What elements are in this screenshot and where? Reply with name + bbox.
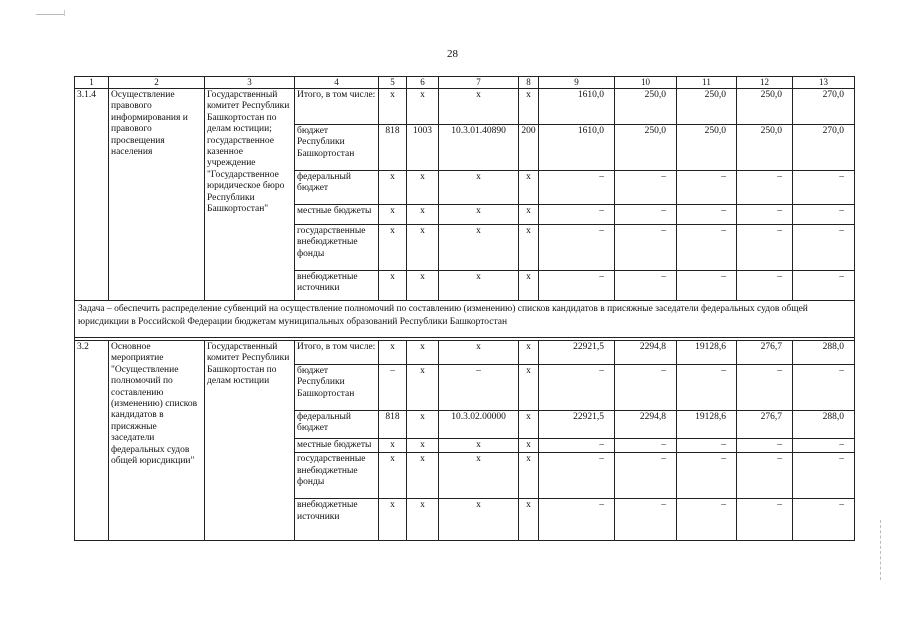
cell-c13: – [793, 439, 855, 453]
cell-c8: х [519, 341, 539, 365]
funding-source: государственные внебюджетные фонды [295, 453, 379, 499]
cell-c11: – [677, 225, 737, 271]
block-3-1-4 [75, 89, 855, 301]
cell-c5: – [379, 365, 407, 411]
column-header: 6 [407, 77, 439, 89]
funding-source: государственные внебюджетные фонды [295, 225, 379, 271]
cell-c13: 288,0 [793, 341, 855, 365]
cell-c11: 19128,6 [677, 341, 737, 365]
scan-artifact [36, 14, 64, 15]
cell-c11: 250,0 [677, 89, 737, 125]
column-header: 12 [737, 77, 793, 89]
funding-source: внебюджетные источники [295, 271, 379, 301]
column-header: 3 [205, 77, 295, 89]
cell-c8: х [519, 411, 539, 439]
funding-source: бюджет Республики Башкортостан [295, 125, 379, 171]
cell-c10: – [615, 205, 677, 225]
cell-c8: х [519, 499, 539, 541]
cell-c11: – [677, 499, 737, 541]
cell-c12: – [737, 225, 793, 271]
cell-c7: х [439, 205, 519, 225]
cell-c13: – [793, 365, 855, 411]
cell-c5: х [379, 89, 407, 125]
cell-c7: х [439, 439, 519, 453]
cell-c9: – [539, 365, 615, 411]
cell-c10: – [615, 171, 677, 205]
cell-c8: х [519, 453, 539, 499]
cell-c8: х [519, 89, 539, 125]
cell-c9: – [539, 205, 615, 225]
cell-c7: 10.3.02.00000 [439, 411, 519, 439]
cell-c6: х [407, 89, 439, 125]
column-header: 2 [109, 77, 205, 89]
task-text: Задача – обеспечить распределение субвенций на осуществление полномочий по составлению (изменению) списков кандидатов в присяжные заседатели федеральных судов общей юрисдикции в Российской Федерации бюджетам муниципальных образований Республики Башкортостан [75, 301, 855, 338]
cell-c10: 250,0 [615, 125, 677, 171]
cell-c8: х [519, 365, 539, 411]
funding-source: Итого, в том числе: [295, 341, 379, 365]
cell-c7: х [439, 499, 519, 541]
cell-c13: – [793, 271, 855, 301]
cell-c13: 270,0 [793, 89, 855, 125]
item-code: 3.2 [75, 341, 109, 541]
column-header: 1 [75, 77, 109, 89]
executor-name: Государственный комитет Республики Башкортостан по делам юстиции [205, 341, 295, 541]
cell-c13: 288,0 [793, 411, 855, 439]
cell-c5: х [379, 499, 407, 541]
column-header: 10 [615, 77, 677, 89]
column-header: 9 [539, 77, 615, 89]
funding-source: бюджет Республики Башкортостан [295, 365, 379, 411]
funding-source: федеральный бюджет [295, 411, 379, 439]
cell-c12: – [737, 271, 793, 301]
cell-c5: х [379, 205, 407, 225]
cell-c5: х [379, 225, 407, 271]
scan-edge-line [880, 520, 882, 580]
cell-c10: – [615, 365, 677, 411]
measure-name: Основное мероприятие "Осуществление полномочий по составлению (изменению) списков кандидатов в присяжные заседатели федеральных судов общей юрисдикции" [109, 341, 205, 541]
executor-name: Государственный комитет Республики Башкортостан по делам юстиции; государственное казенное учреждение "Государственное юридическое бюро Республики Башкортостан" [205, 89, 295, 301]
cell-c13: 270,0 [793, 125, 855, 171]
column-header: 7 [439, 77, 519, 89]
task-row [75, 301, 855, 338]
cell-c7: х [439, 341, 519, 365]
page-number: 28 [447, 48, 458, 60]
cell-c6: х [407, 225, 439, 271]
cell-c9: 22921,5 [539, 341, 615, 365]
cell-c7: х [439, 171, 519, 205]
program-table [74, 76, 855, 541]
cell-c13: – [793, 453, 855, 499]
cell-c12: – [737, 365, 793, 411]
cell-c7: х [439, 89, 519, 125]
cell-c5: х [379, 341, 407, 365]
cell-c11: 250,0 [677, 125, 737, 171]
cell-c11: – [677, 439, 737, 453]
cell-c9: – [539, 453, 615, 499]
funding-source: федеральный бюджет [295, 171, 379, 205]
cell-c12: 276,7 [737, 411, 793, 439]
cell-c5: х [379, 439, 407, 453]
cell-c12: 250,0 [737, 89, 793, 125]
cell-c9: – [539, 225, 615, 271]
cell-c7: 10.3.01.40890 [439, 125, 519, 171]
cell-c6: х [407, 205, 439, 225]
cell-c6: х [407, 365, 439, 411]
cell-c7: – [439, 365, 519, 411]
funding-source: местные бюджеты [295, 439, 379, 453]
cell-c13: – [793, 225, 855, 271]
funding-source: местные бюджеты [295, 205, 379, 225]
funding-source: Итого, в том числе: [295, 89, 379, 125]
cell-c9: – [539, 439, 615, 453]
cell-c10: 2294,8 [615, 411, 677, 439]
table-row [75, 89, 855, 125]
cell-c9: 22921,5 [539, 411, 615, 439]
cell-c9: 1610,0 [539, 89, 615, 125]
column-header: 11 [677, 77, 737, 89]
measure-name: Осуществление правового информирования и правового просвещения населения [109, 89, 205, 301]
cell-c11: 19128,6 [677, 411, 737, 439]
cell-c10: – [615, 225, 677, 271]
cell-c10: – [615, 453, 677, 499]
cell-c11: – [677, 205, 737, 225]
cell-c12: – [737, 171, 793, 205]
block-3-2 [75, 341, 855, 541]
cell-c5: 818 [379, 125, 407, 171]
cell-c8: х [519, 205, 539, 225]
header-row [75, 77, 855, 89]
cell-c10: – [615, 271, 677, 301]
cell-c6: х [407, 499, 439, 541]
scan-artifact [64, 10, 65, 16]
cell-c6: х [407, 439, 439, 453]
cell-c12: – [737, 453, 793, 499]
cell-c7: х [439, 271, 519, 301]
cell-c12: 276,7 [737, 341, 793, 365]
cell-c5: х [379, 271, 407, 301]
column-header: 4 [295, 77, 379, 89]
cell-c11: – [677, 171, 737, 205]
cell-c11: – [677, 365, 737, 411]
cell-c5: х [379, 171, 407, 205]
cell-c5: х [379, 453, 407, 499]
column-header: 8 [519, 77, 539, 89]
cell-c9: – [539, 499, 615, 541]
cell-c6: х [407, 171, 439, 205]
cell-c7: х [439, 453, 519, 499]
cell-c10: 250,0 [615, 89, 677, 125]
cell-c11: – [677, 453, 737, 499]
cell-c12: 250,0 [737, 125, 793, 171]
cell-c6: х [407, 453, 439, 499]
cell-c10: – [615, 439, 677, 453]
cell-c12: – [737, 439, 793, 453]
column-header: 13 [793, 77, 855, 89]
cell-c9: – [539, 171, 615, 205]
cell-c8: 200 [519, 125, 539, 171]
cell-c12: – [737, 205, 793, 225]
cell-c8: х [519, 271, 539, 301]
cell-c10: – [615, 499, 677, 541]
column-header: 5 [379, 77, 407, 89]
cell-c13: – [793, 205, 855, 225]
cell-c9: – [539, 271, 615, 301]
cell-c12: – [737, 499, 793, 541]
cell-c9: 1610,0 [539, 125, 615, 171]
table-row [75, 341, 855, 365]
cell-c13: – [793, 499, 855, 541]
cell-c8: х [519, 171, 539, 205]
cell-c8: х [519, 225, 539, 271]
cell-c8: х [519, 439, 539, 453]
cell-c7: х [439, 225, 519, 271]
cell-c6: х [407, 341, 439, 365]
cell-c6: х [407, 411, 439, 439]
cell-c11: – [677, 271, 737, 301]
funding-source: внебюджетные источники [295, 499, 379, 541]
cell-c10: 2294,8 [615, 341, 677, 365]
cell-c13: – [793, 171, 855, 205]
cell-c6: 1003 [407, 125, 439, 171]
item-code: 3.1.4 [75, 89, 109, 301]
cell-c5: 818 [379, 411, 407, 439]
cell-c6: х [407, 271, 439, 301]
